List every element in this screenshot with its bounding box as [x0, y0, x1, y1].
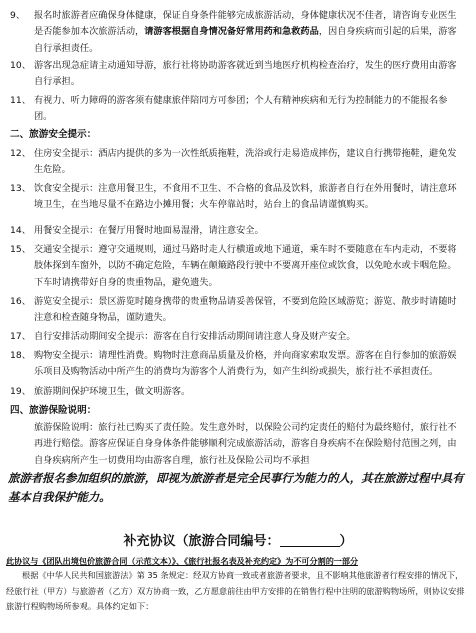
item-text: 住房安全提示：酒店内提供的多为一次性纸质拖鞋，洗浴或行走易造成摔伤，建议自行携带拖鞋，避免发生危险。 [34, 148, 457, 176]
section-heading-safety: 二、旅游安全提示： [10, 129, 97, 140]
item-number: 12、 [10, 148, 31, 159]
list-item-17 [10, 329, 462, 345]
item-text: 有视力、听力障碍的游客须有健康旅伴陪同方可参团；个人有精神疾病和无行为控制能力的不能报名参团。 [34, 95, 448, 123]
item-number: 11、 [10, 95, 31, 106]
item-text: 旅游期间保护环境卫生，做文明游客。 [34, 386, 191, 397]
supplement-title: 补充协议（旅游合同编号： ） [123, 534, 353, 549]
item-number: 10、 [10, 60, 31, 71]
list-item-9 [10, 8, 462, 57]
item-number: 18、 [10, 350, 31, 361]
list-item-18 [10, 348, 462, 381]
supplement-subtitle: 此协议与《团队出境包价旅游合同（示范文本）》、《旅行社报名表及补充约定》为不可分割的一部分 [6, 556, 359, 566]
list-item-15 [10, 242, 462, 291]
contract-number-blank[interactable] [280, 534, 340, 547]
item-number: 17、 [10, 331, 31, 342]
item-number: 13、 [10, 183, 31, 194]
list-item-14 [10, 223, 462, 239]
list-item-19 [10, 384, 462, 400]
insurance-paragraph: 旅游保险说明：旅行社已购买了责任险。发生意外时，以保险公司约定责任的赔付为最终赔付，旅行社不再进行赔偿。游客应保证自身身体条件能够顺利完成旅游活动，游客自身疾病不在保险赔付范围之列，由自身疾病所产生一切费用均由游客自理，旅行社及保险公司均不承担 [34, 422, 457, 466]
item-text: 报名时旅游者应确保身体健康，保证自身条件能够完成旅游活动，身体健康状况不佳者，请咨询专业医生是否能参加本次旅游活动，请游客根据自身情况备好常用药和急救药品，因自身疾病而引起的后果，游客自行承担责任。 [34, 10, 457, 54]
item-number: 15、 [10, 244, 31, 255]
list-item-11 [10, 93, 462, 126]
item-number: 14、 [10, 225, 31, 236]
section-heading-insurance: 四、旅游保险说明： [10, 405, 97, 416]
item-text: 购物安全提示：请理性消费。购物时注意商品质量及价格，并向商家索取发票。游客在自行参加的旅游娱乐项目及购物活动中所产生的消费均为游客个人消费行为，如产生纠纷或损失，旅行社不承担责任。 [34, 350, 457, 378]
list-item-10 [10, 58, 462, 91]
item-number: 16、 [10, 296, 31, 307]
item-text: 交通安全提示：遵守交通规则，通过马路时走人行横道或地下通道，乘车时不要随意在车内走动，不要将肢体探到车窗外，以防不确定危险，车辆在颠簸路段行驶中不要离开座位或饮食，以免呛水或卡咽危险。下车时请携带好自身的贵重物品，避免遗失。 [34, 244, 457, 288]
item-number: 19、 [10, 386, 31, 397]
item-text: 自行安排活动期间安全提示：游客在自行安排活动期间请注意人身及财产安全。 [34, 331, 356, 342]
item-text: 游览安全提示：景区游览时随身携带的贵重物品请妥善保管，不要到危险区域游览；游览、散步时请随时注意和检查随身物品，谨防遗失。 [34, 296, 457, 324]
list-item-16 [10, 294, 462, 327]
item-bold-text: 请游客根据自身情况备好常用药和急救药品 [144, 26, 319, 38]
bold-italic-statement: 旅游者报名参加组织的旅游，即视为旅游者是完全民事行为能力的人，其在旅游过程中具有基本自我保护能力。 [8, 471, 464, 504]
item-text: 饮食安全提示：注意用餐卫生，不食用不卫生、不合格的食品及饮料，旅游者自行在外用餐时，请注意环境卫生，在当地尽量不在路边小摊用餐；火车停靠站时，站台上的食品请谨慎购买。 [34, 183, 457, 211]
item-number: 9、 [10, 10, 26, 21]
list-item-12 [10, 146, 462, 179]
item-text: 用餐安全提示：在餐厅用餐时地面易湿滑，请注意安全。 [34, 225, 264, 236]
supplement-body: 根据《中华人民共和国旅游法》第 35 条规定：经双方协商一致或者旅游者要求，且不影响其他旅游者行程安排的情况下，经旅行社（甲方）与旅游者（乙方）双方协商一致，乙方愿意前往由甲方安排的在销售行程中注明的旅游购物场所，则协议安排旅游行程购物场所参观。具体约定如下： [6, 570, 465, 611]
list-item-13 [10, 181, 462, 214]
item-text: 游客出现急症请主动通知导游，旅行社将协助游客就近到当地医疗机构检查治疗，发生的医疗费用由游客自行承担。 [34, 60, 457, 88]
